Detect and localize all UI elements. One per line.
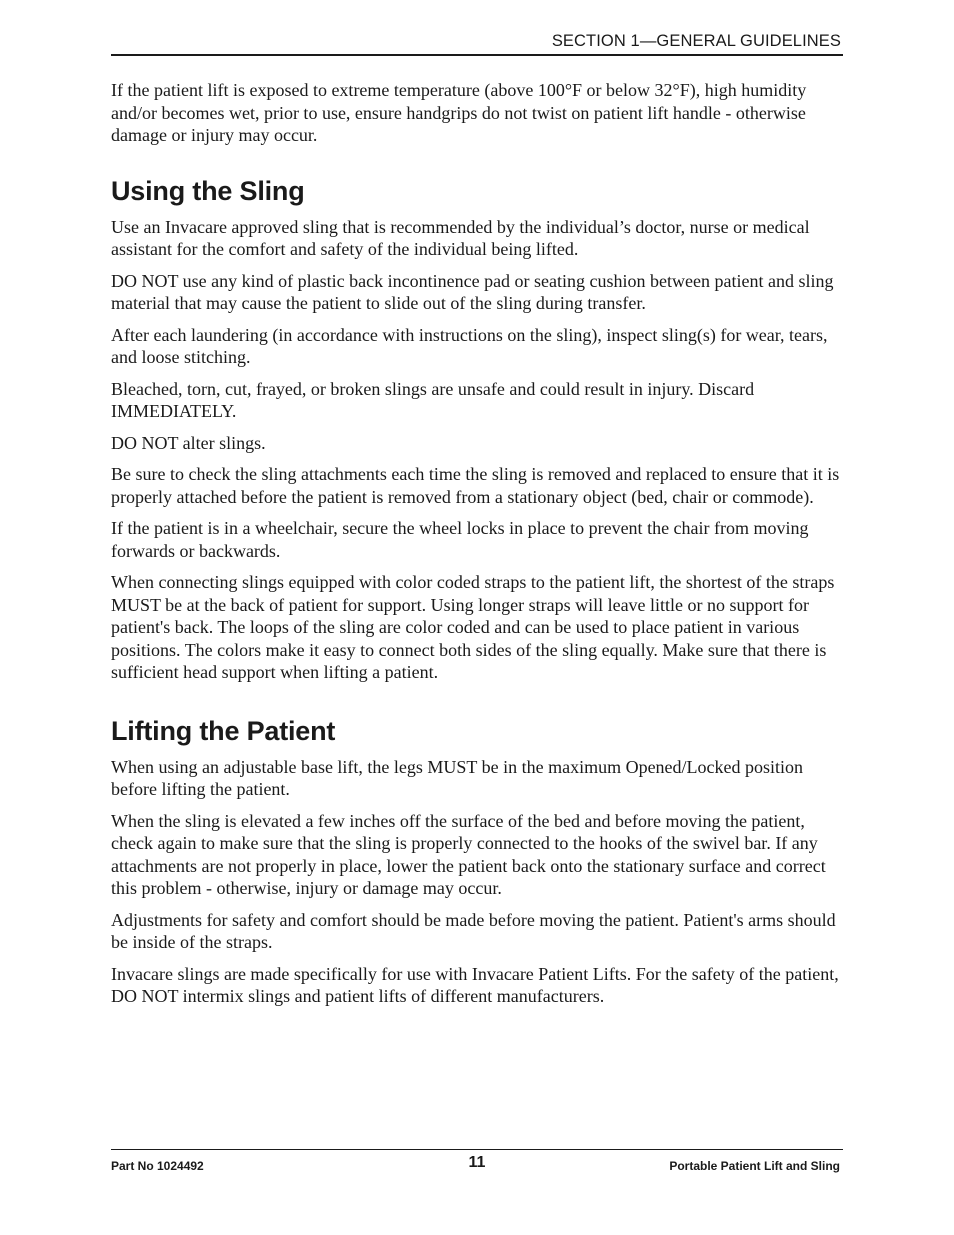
product-name: Portable Patient Lift and Sling (669, 1159, 840, 1173)
lifting-paragraph: Invacare slings are made specifically for use with Invacare Patient Lifts. For the safety of the patient, DO NOT intermix slings and patient lifts of different manufacturers. (111, 963, 839, 1006)
page-content (111, 79, 843, 1017)
sling-paragraph: If the patient is in a wheelchair, secure the wheel locks in place to prevent the chair from moving forwards or backwards. (111, 518, 809, 561)
lifting-paragraph: When using an adjustable base lift, the legs MUST be in the maximum Opened/Locked position before lifting the patient. (111, 756, 804, 799)
sling-paragraph: DO NOT alter slings. (111, 432, 266, 453)
sling-paragraph: DO NOT use any kind of plastic back incontinence pad or seating cushion between patient and sling material that may cause the patient to slide out of the sling during transfer. (111, 270, 834, 313)
page-footer (111, 1149, 843, 1180)
intro-paragraph: If the patient lift is exposed to extreme temperature (above 100°F or below 32°F), high humidity and/or becomes wet, prior to use, ensure handgrips do not twist on patient lift handle - otherwise damage or injury may occur. (111, 80, 807, 145)
page-number: 11 (468, 1154, 486, 1171)
part-number: Part No 1024492 (111, 1159, 204, 1173)
lifting-paragraph: When the sling is elevated a few inches off the surface of the bed and before moving the patient, check again to make sure that the sling is properly connected to the hooks of the swivel bar. If any attachments are not properly in place, lower the patient back onto the stationary surface and correct this problem - otherwise, injury or damage may occur. (111, 810, 826, 898)
lifting-paragraph: Adjustments for safety and comfort should be made before moving the patient. Patient's arms should be inside of the straps. (111, 909, 836, 952)
document-page (111, 0, 843, 1235)
sling-paragraph: When connecting slings equipped with color coded straps to the patient lift, the shortest of the straps MUST be at the back of patient for support. Using longer straps will leave little or no support for patient's back. The loops of the sling are color coded and can be used to place patient in various positions. The colors make it easy to connect both sides of the sling equally. Make sure that there is sufficient head support when lifting a patient. (111, 572, 835, 682)
using-sling-heading: Using the Sling (111, 175, 305, 206)
lifting-patient-heading: Lifting the Patient (111, 715, 336, 746)
sling-paragraph: Use an Invacare approved sling that is recommended by the individual’s doctor, nurse or medical assistant for the comfort and safety of the individual being lifted. (111, 216, 810, 259)
sling-paragraph: After each laundering (in accordance with instructions on the sling), inspect sling(s) for wear, tears, and loose stitching. (111, 324, 828, 367)
sling-paragraph: Be sure to check the sling attachments each time the sling is removed and replaced to ensure that it is properly attached before the patient is removed from a stationary object (bed, chair or commode). (111, 464, 840, 507)
page-header (111, 30, 843, 56)
sling-paragraph: Bleached, torn, cut, frayed, or broken slings are unsafe and could result in injury. Discard IMMEDIATELY. (111, 378, 755, 421)
section-title: SECTION 1—GENERAL GUIDELINES (551, 32, 841, 50)
